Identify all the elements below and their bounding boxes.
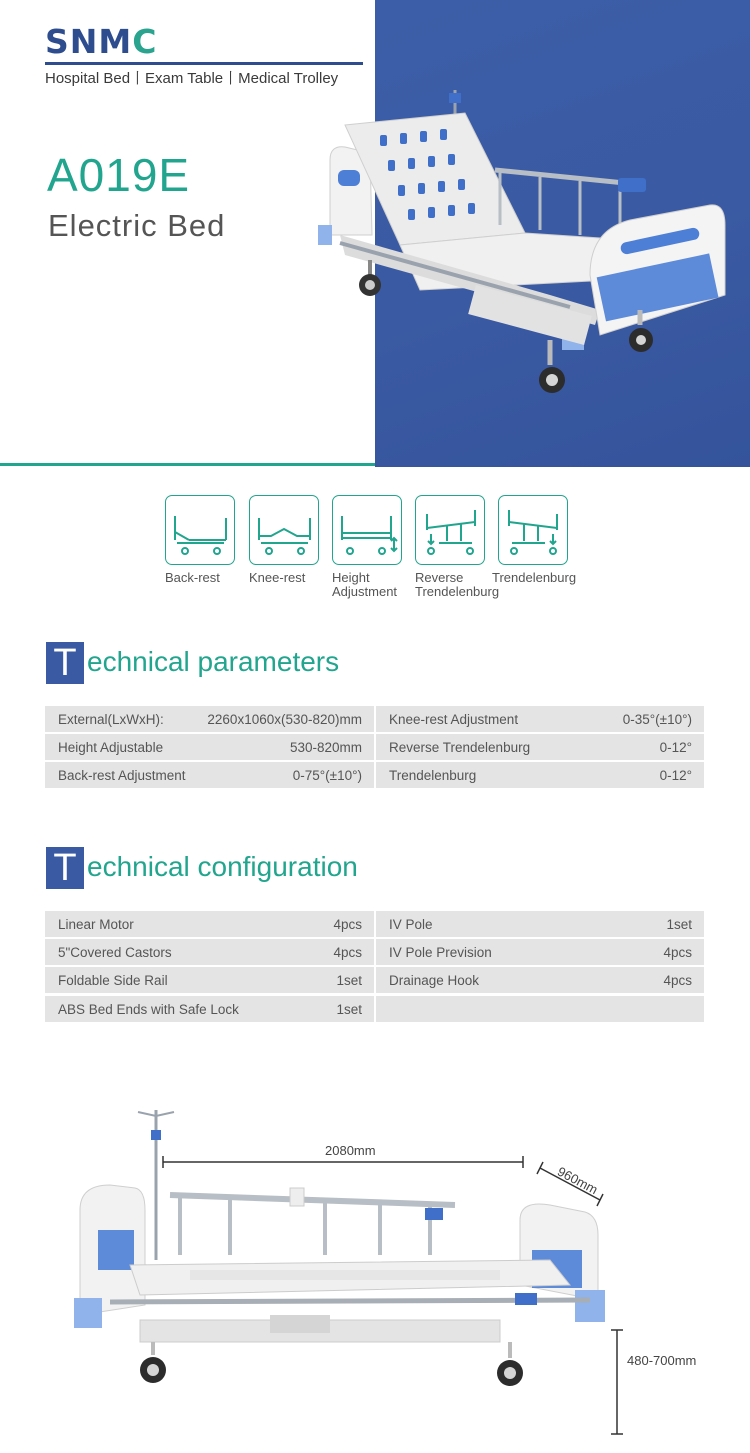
function-reverse-trendelenburg bbox=[415, 495, 500, 599]
dimension-length: 2080mm bbox=[325, 1143, 376, 1158]
product-model: A019E bbox=[47, 149, 191, 201]
brand-logo: SNMC bbox=[45, 22, 158, 61]
table-row: ABS Bed Ends with Safe Lock 1set bbox=[45, 996, 704, 1022]
hero-banner bbox=[0, 0, 750, 467]
function-label: Knee-rest bbox=[249, 570, 306, 585]
table-row: Linear Motor 4pcs IV Pole 1set bbox=[45, 911, 704, 937]
dimension-width: 960mm bbox=[555, 1163, 601, 1198]
dimension-bed-image bbox=[70, 1100, 690, 1440]
height-adjustment-icon bbox=[332, 495, 402, 565]
function-label: Reverse Trendelenburg bbox=[415, 570, 500, 599]
function-label: Trendelenburg bbox=[492, 570, 577, 585]
function-back-rest bbox=[165, 495, 237, 585]
trendelenburg-icon bbox=[498, 495, 568, 565]
table-row: Height Adjustable 530-820mm Reverse Trendelenburg 0-12° bbox=[45, 734, 704, 760]
heading-t-box: T bbox=[46, 847, 84, 889]
table-row: Back-rest Adjustment 0-75°(±10°) Trendelenburg 0-12° bbox=[45, 762, 704, 788]
knee-rest-icon bbox=[249, 495, 319, 565]
function-knee-rest bbox=[249, 495, 321, 585]
heading-text: echnical parameters bbox=[87, 646, 340, 677]
hero-divider-line bbox=[0, 463, 375, 466]
heading-t-box: T bbox=[46, 642, 84, 684]
function-label: Back-rest bbox=[165, 570, 220, 585]
table-row: 5"Covered Castors 4pcs IV Pole Prevision 4pcs bbox=[45, 939, 704, 965]
table-row: External(LxWxH): 2260x1060x(530-820)mm Knee-rest Adjustment 0-35°(±10°) bbox=[45, 706, 704, 732]
function-trendelenburg bbox=[492, 495, 577, 585]
reverse-trendelenburg-icon bbox=[415, 495, 485, 565]
function-label: Height Adjustment bbox=[332, 570, 398, 599]
function-height-adjustment bbox=[332, 495, 404, 599]
back-rest-icon bbox=[165, 495, 235, 565]
hero-bed-image bbox=[300, 85, 740, 415]
product-name: Electric Bed bbox=[48, 208, 226, 243]
dimension-height: 480-700mm bbox=[627, 1353, 697, 1368]
heading-text: echnical configuration bbox=[87, 851, 358, 882]
table-row: Foldable Side Rail 1set Drainage Hook 4pcs bbox=[45, 967, 704, 993]
logo-underline bbox=[45, 62, 363, 65]
brand-tagline: Hospital Bed丨Exam Table丨Medical Trolley bbox=[45, 70, 339, 87]
